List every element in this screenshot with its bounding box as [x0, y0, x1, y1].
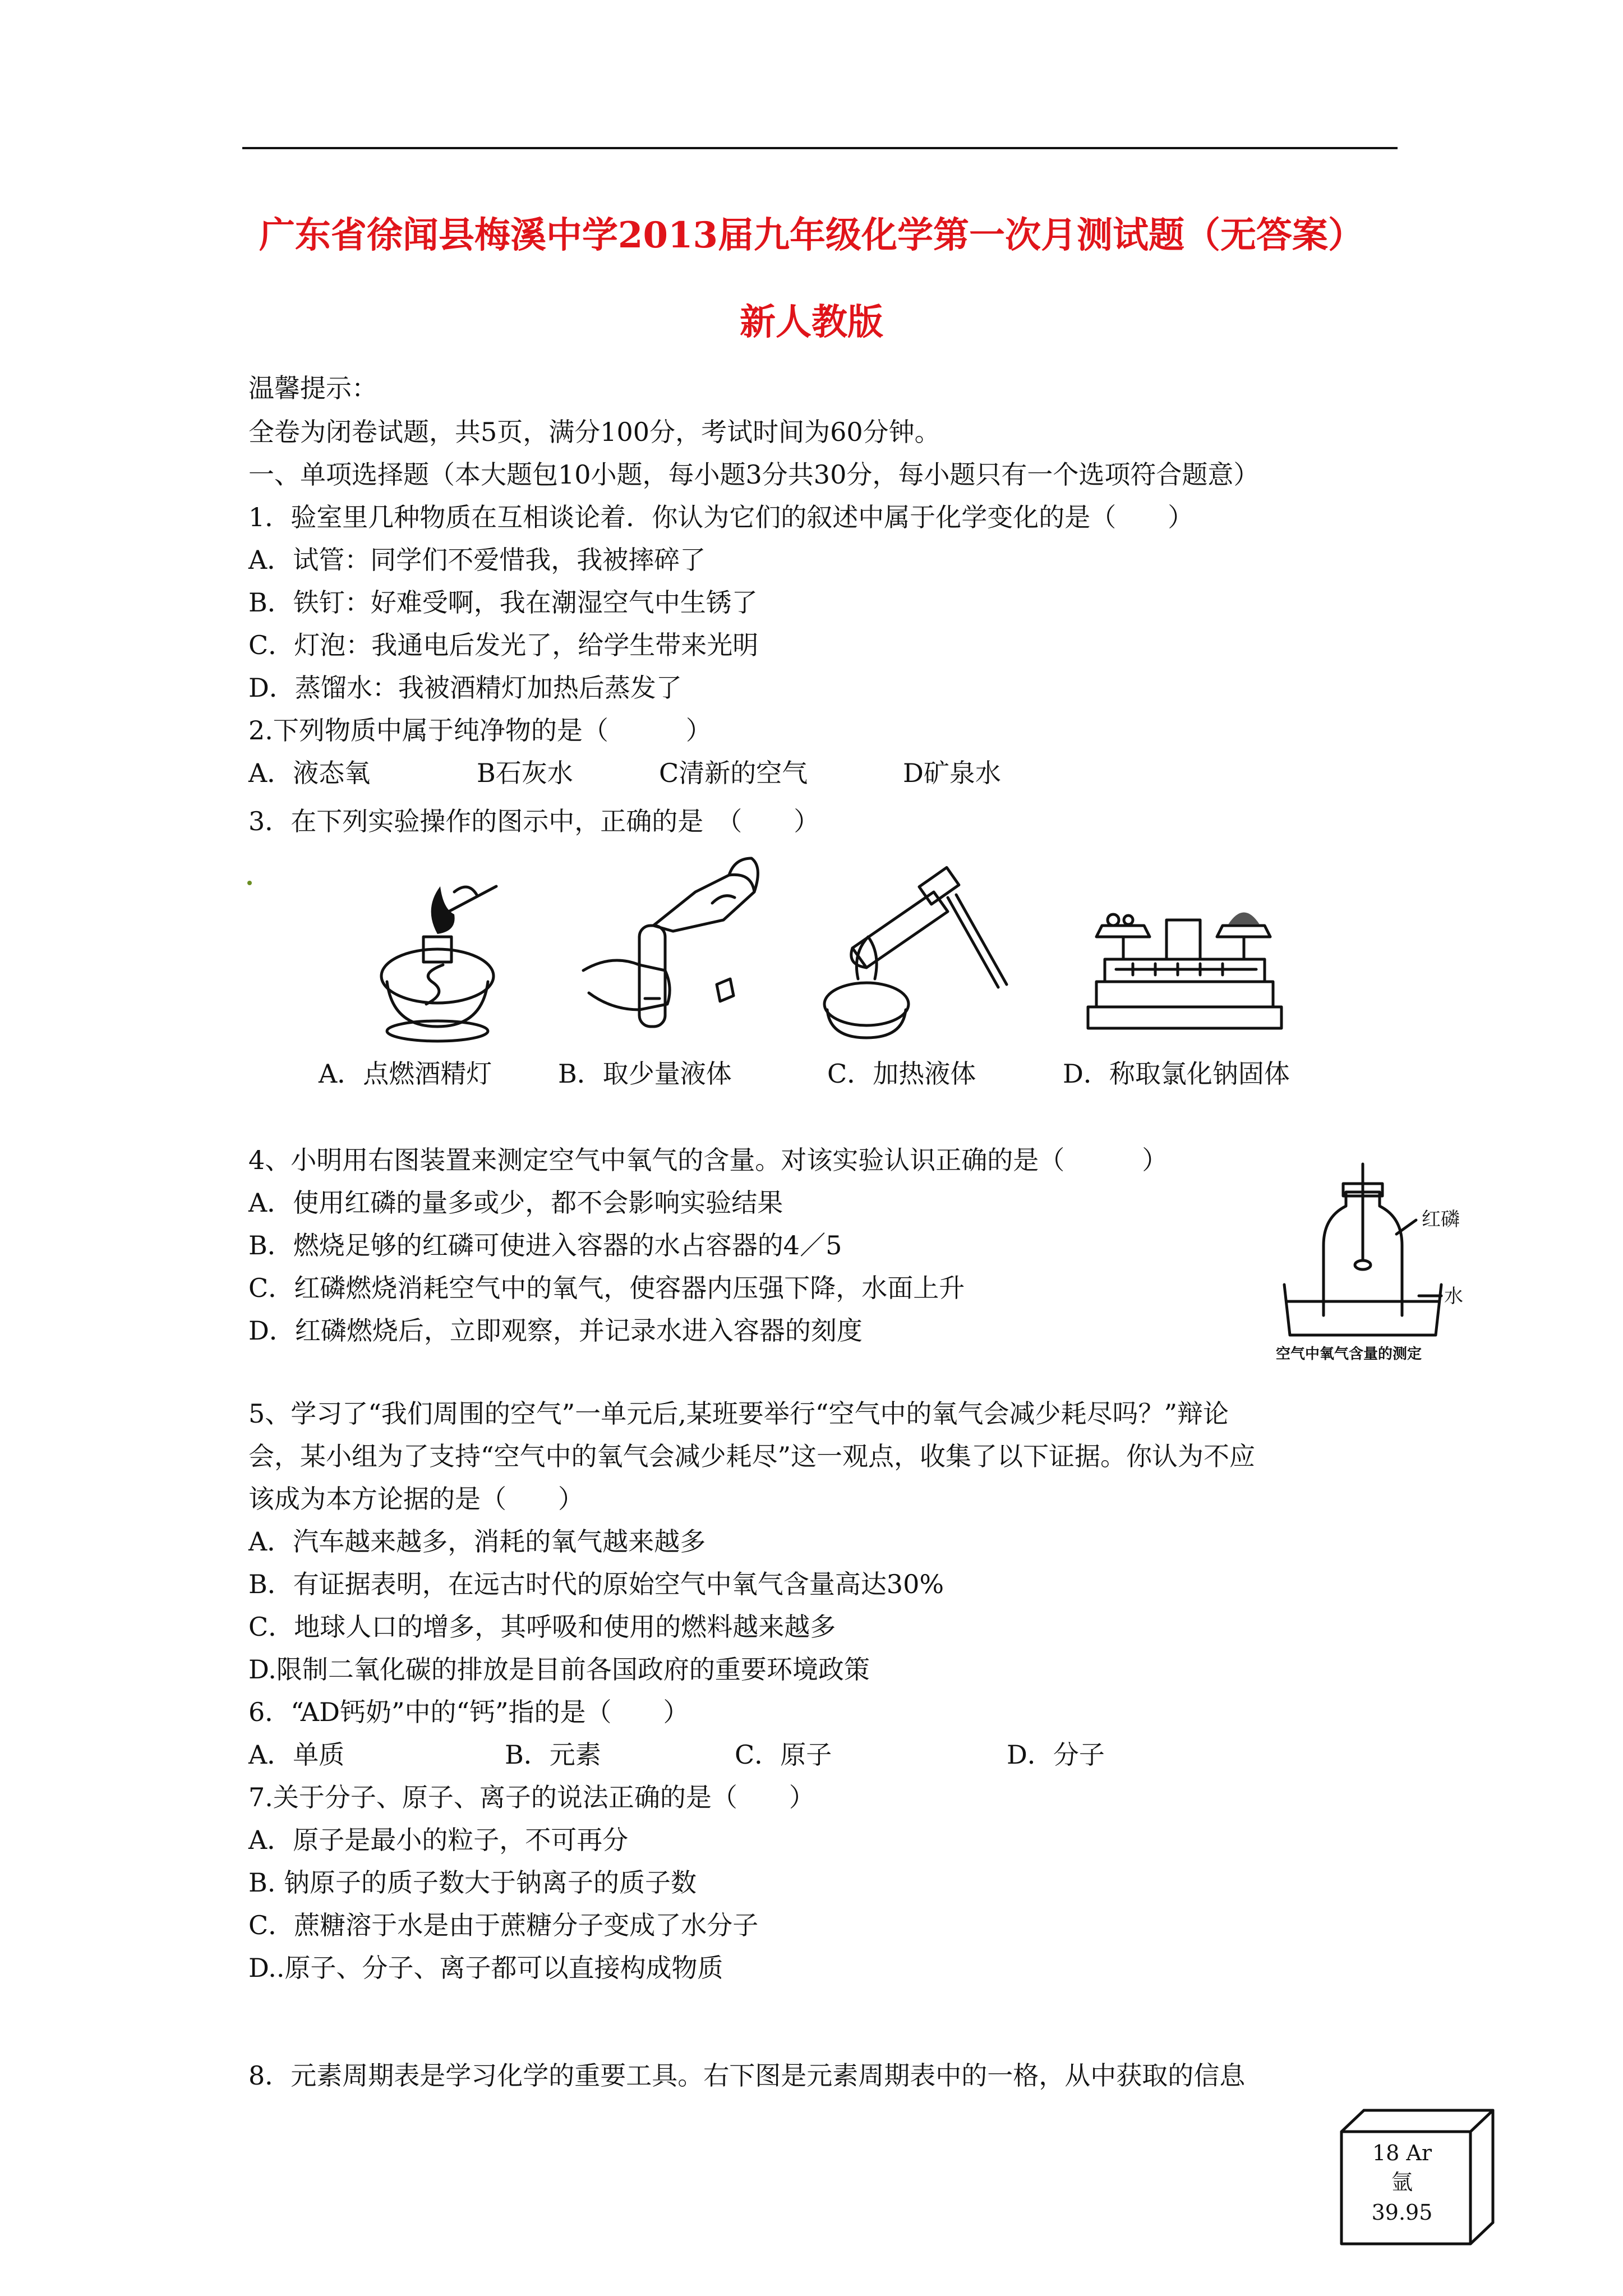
heat-liquid-figure	[824, 867, 1007, 1038]
q2-option-b: B石灰水	[477, 758, 573, 788]
q1-option-b: B．铁钉：好难受啊，我在潮湿空气中生锈了	[248, 587, 758, 618]
q5-stem-line2: 会，某小组为了支持“空气中的氧气会减少耗尽”这一观点，收集了以下证据。你认为不应	[248, 1441, 1256, 1471]
q2-stem: 2.下列物质中属于纯净物的是（ ）	[248, 715, 712, 746]
q7-option-a: A．原子是最小的粒子，不可再分	[248, 1825, 629, 1855]
water-label: 水	[1444, 1285, 1463, 1308]
q5-option-a: A．汽车越来越多，消耗的氧气越来越多	[248, 1526, 706, 1557]
q1-option-c: C．灯泡：我通电后发光了，给学生带来光明	[248, 630, 759, 660]
q6-option-b: B．元素	[505, 1740, 601, 1770]
q1-option-d: D．蒸馏水：我被酒精灯加热后蒸发了	[248, 673, 682, 703]
q5-option-c: C．地球人口的增多，其呼吸和使用的燃料越来越多	[248, 1612, 836, 1642]
q8-stem: 8．元素周期表是学习化学的重要工具。右下图是元素周期表中的一格，从中获取的信息	[248, 2060, 1246, 2091]
q5-option-d: D.限制二氧化碳的排放是目前各国政府的重要环境政策	[248, 1654, 870, 1685]
stray-mark	[247, 881, 252, 885]
tip-label: 温馨提示：	[248, 373, 377, 403]
q6-stem: 6．“AD钙奶”中的“钙”指的是（ ）	[248, 1697, 689, 1727]
q2-option-c: C清新的空气	[659, 758, 808, 788]
q5-stem-line3: 该成为本方论据的是（ ）	[248, 1484, 584, 1514]
q7-stem: 7.关于分子、原子、离子的说法正确的是（ ）	[248, 1782, 815, 1812]
apparatus-caption: 空气中氧气含量的测定	[1276, 1346, 1422, 1363]
q3-caption-a: A．点燃酒精灯	[319, 1059, 492, 1089]
q7-option-d: D..原子、分子、离子都可以直接构成物质	[248, 1953, 723, 1983]
oxygen-apparatus-figure	[1276, 1164, 1463, 1363]
page-title: 广东省徐闻县梅溪中学2013届九年级化学第一次月测试题（无答案）	[259, 214, 1364, 256]
q2-option-d: D矿泉水	[903, 758, 1001, 788]
q6-option-a: A．单质	[248, 1740, 345, 1770]
q5-stem-line1: 5、学习了“我们周围的空气”一单元后,某班要举行“空气中的氧气会减少耗尽吗？”辩论	[248, 1398, 1229, 1429]
pour-liquid-figure	[583, 858, 758, 1027]
phosphorus-label: 红磷	[1422, 1208, 1460, 1231]
q7-option-b: B. 钠原子的质子数大于钠离子的质子数	[248, 1867, 697, 1898]
periodic-cell-name: 氩	[1391, 2170, 1413, 2194]
q4-option-c: C．红磷燃烧消耗空气中的氧气，使容器内压强下降，水面上升	[248, 1273, 965, 1303]
periodic-cell-mass: 39.95	[1371, 2200, 1433, 2225]
q3-caption-d: D．称取氯化钠固体	[1063, 1059, 1290, 1089]
q7-option-c: C．蔗糖溶于水是由于蔗糖分子变成了水分子	[248, 1910, 759, 1940]
q3-caption-c: C．加热液体	[827, 1059, 976, 1089]
q4-stem: 4、小明用右图装置来测定空气中氧气的含量。对该实验认识正确的是（ ）	[248, 1145, 1168, 1175]
q6-option-d: D．分子	[1007, 1740, 1105, 1770]
balance-figure	[1088, 913, 1281, 1029]
q3-caption-b: B．取少量液体	[558, 1059, 732, 1089]
q4-option-d: D．红磷燃烧后，立即观察，并记录水进入容器的刻度	[248, 1315, 863, 1346]
alcohol-lamp-figure	[381, 886, 496, 1041]
q6-option-c: C．原子	[735, 1740, 832, 1770]
q1-stem: 1．验室里几种物质在互相谈论着．你认为它们的叙述中属于化学变化的是（ ）	[248, 502, 1194, 532]
tip-text: 全卷为闭卷试题，共5页，满分100分，考试时间为60分钟。	[248, 417, 940, 447]
q3-stem: 3．在下列实验操作的图示中，正确的是 （ ）	[248, 806, 820, 836]
periodic-cell-number-symbol: 18 Ar	[1372, 2141, 1432, 2165]
q5-option-b: B．有证据表明，在远古时代的原始空气中氧气含量高达30%	[248, 1569, 944, 1599]
page-subtitle: 新人教版	[740, 301, 883, 343]
q4-option-b: B．燃烧足够的红磷可使进入容器的水占容器的4／5	[248, 1230, 842, 1260]
q2-option-a: A．液态氧	[248, 758, 371, 788]
q4-option-a: A．使用红磷的量多或少，都不会影响实验结果	[248, 1188, 783, 1218]
q1-option-a: A．试管：同学们不爱惜我，我被摔碎了	[248, 545, 706, 575]
section-heading: 一、单项选择题（本大题包10小题，每小题3分共30分，每小题只有一个选项符合题意）	[248, 459, 1260, 490]
